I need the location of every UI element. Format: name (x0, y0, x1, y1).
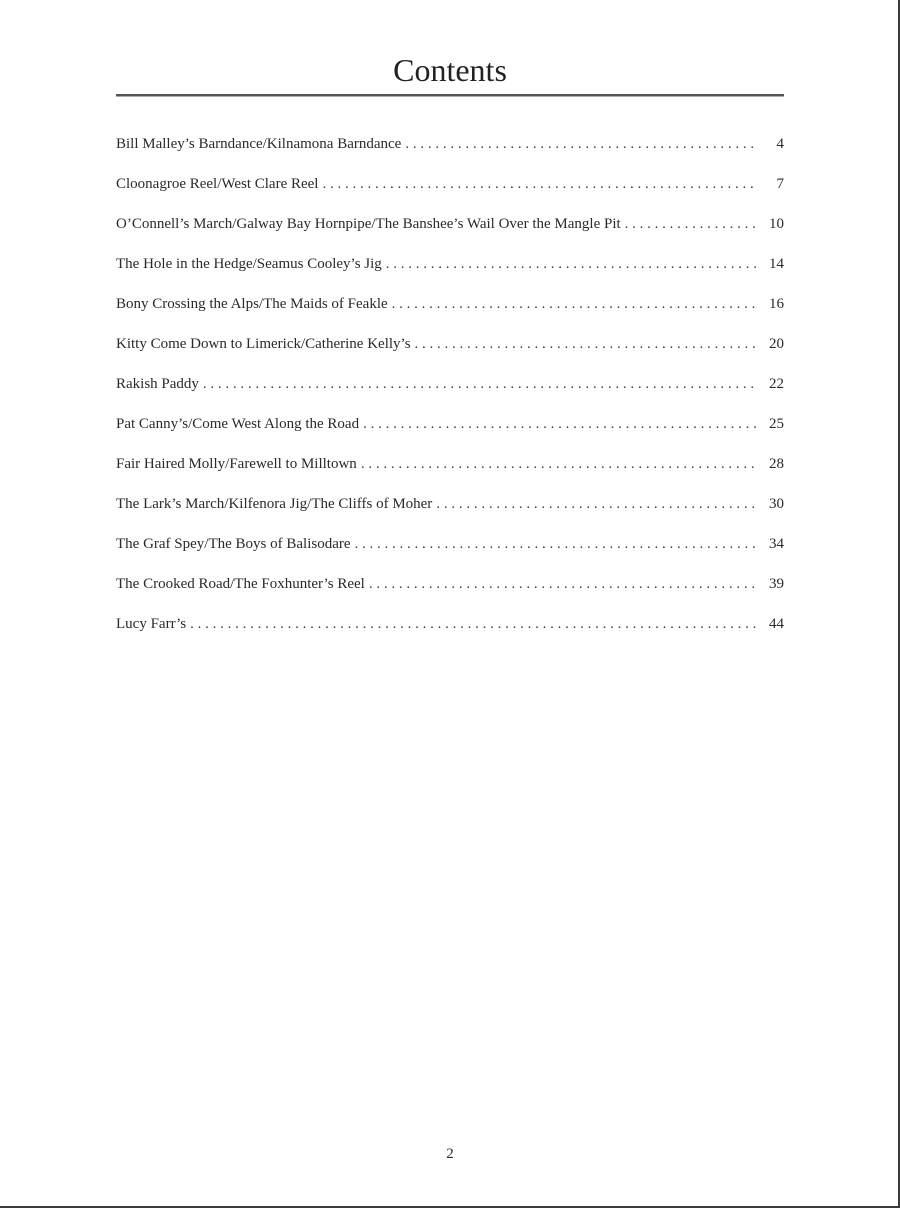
dot-leader (392, 284, 756, 324)
toc-entry-page: 20 (769, 336, 784, 352)
toc-entry-title: The Lark’s March/Kilfenora Jig/The Cliffs of Moher (116, 496, 433, 512)
page-number: 2 (446, 1146, 454, 1162)
dot-leader (369, 564, 756, 604)
toc-entry[interactable] (116, 324, 784, 364)
toc-entry-title: The Hole in the Hedge/Seamus Cooley’s Jig (116, 256, 382, 272)
dot-leader (203, 364, 756, 404)
dot-leader (405, 124, 756, 164)
toc-entry-page: 14 (769, 256, 784, 272)
table-of-contents (116, 124, 784, 644)
toc-entry-page: 22 (769, 376, 784, 392)
toc-entry-page: 4 (776, 136, 784, 152)
toc-entry[interactable] (116, 404, 784, 444)
toc-entry-title: The Crooked Road/The Foxhunter’s Reel (116, 576, 365, 592)
toc-entry-page: 44 (769, 616, 784, 632)
dot-leader (436, 484, 756, 524)
toc-entry[interactable] (116, 564, 784, 604)
dot-leader (361, 444, 756, 484)
toc-entry[interactable] (116, 204, 784, 244)
toc-entry-title: Bill Malley’s Barndance/Kilnamona Barndance (116, 136, 402, 152)
dot-leader (322, 164, 756, 204)
toc-entry[interactable] (116, 524, 784, 564)
toc-entry[interactable] (116, 364, 784, 404)
toc-entry-title: Lucy Farr’s (116, 616, 187, 632)
dot-leader (415, 324, 756, 364)
toc-entry[interactable] (116, 604, 784, 644)
toc-entry[interactable] (116, 484, 784, 524)
toc-entry-page: 34 (769, 536, 784, 552)
toc-entry[interactable] (116, 124, 784, 164)
toc-entry-title: The Graf Spey/The Boys of Balisodare (116, 536, 351, 552)
toc-entry-page: 28 (769, 456, 784, 472)
toc-entry-title: Cloonagroe Reel/West Clare Reel (116, 176, 319, 192)
toc-entry-title: O’Connell’s March/Galway Bay Hornpipe/The Banshee’s Wail Over the Mangle Pit (116, 216, 621, 232)
toc-entry-page: 7 (776, 176, 784, 192)
toc-entry[interactable] (116, 164, 784, 204)
toc-entry-page: 39 (769, 576, 784, 592)
toc-entry-title: Kitty Come Down to Limerick/Catherine Kelly’s (116, 336, 411, 352)
toc-entry-title: Pat Canny’s/Come West Along the Road (116, 416, 360, 432)
toc-entry-title: Rakish Paddy (116, 376, 199, 392)
page-title: Contents (393, 52, 507, 88)
toc-entry-page: 16 (769, 296, 784, 312)
toc-entry-page: 10 (769, 216, 784, 232)
dot-leader (386, 244, 756, 284)
toc-entry[interactable] (116, 244, 784, 284)
toc-entry-page: 25 (769, 416, 784, 432)
dot-leader (190, 604, 756, 644)
title-divider (116, 94, 784, 97)
toc-entry[interactable] (116, 284, 784, 324)
dot-leader (363, 404, 756, 444)
toc-entry[interactable] (116, 444, 784, 484)
dot-leader (355, 524, 756, 564)
toc-entry-title: Bony Crossing the Alps/The Maids of Feakle (116, 296, 388, 312)
toc-entry-title: Fair Haired Molly/Farewell to Milltown (116, 456, 357, 472)
toc-entry-page: 30 (769, 496, 784, 512)
dot-leader (625, 204, 756, 244)
